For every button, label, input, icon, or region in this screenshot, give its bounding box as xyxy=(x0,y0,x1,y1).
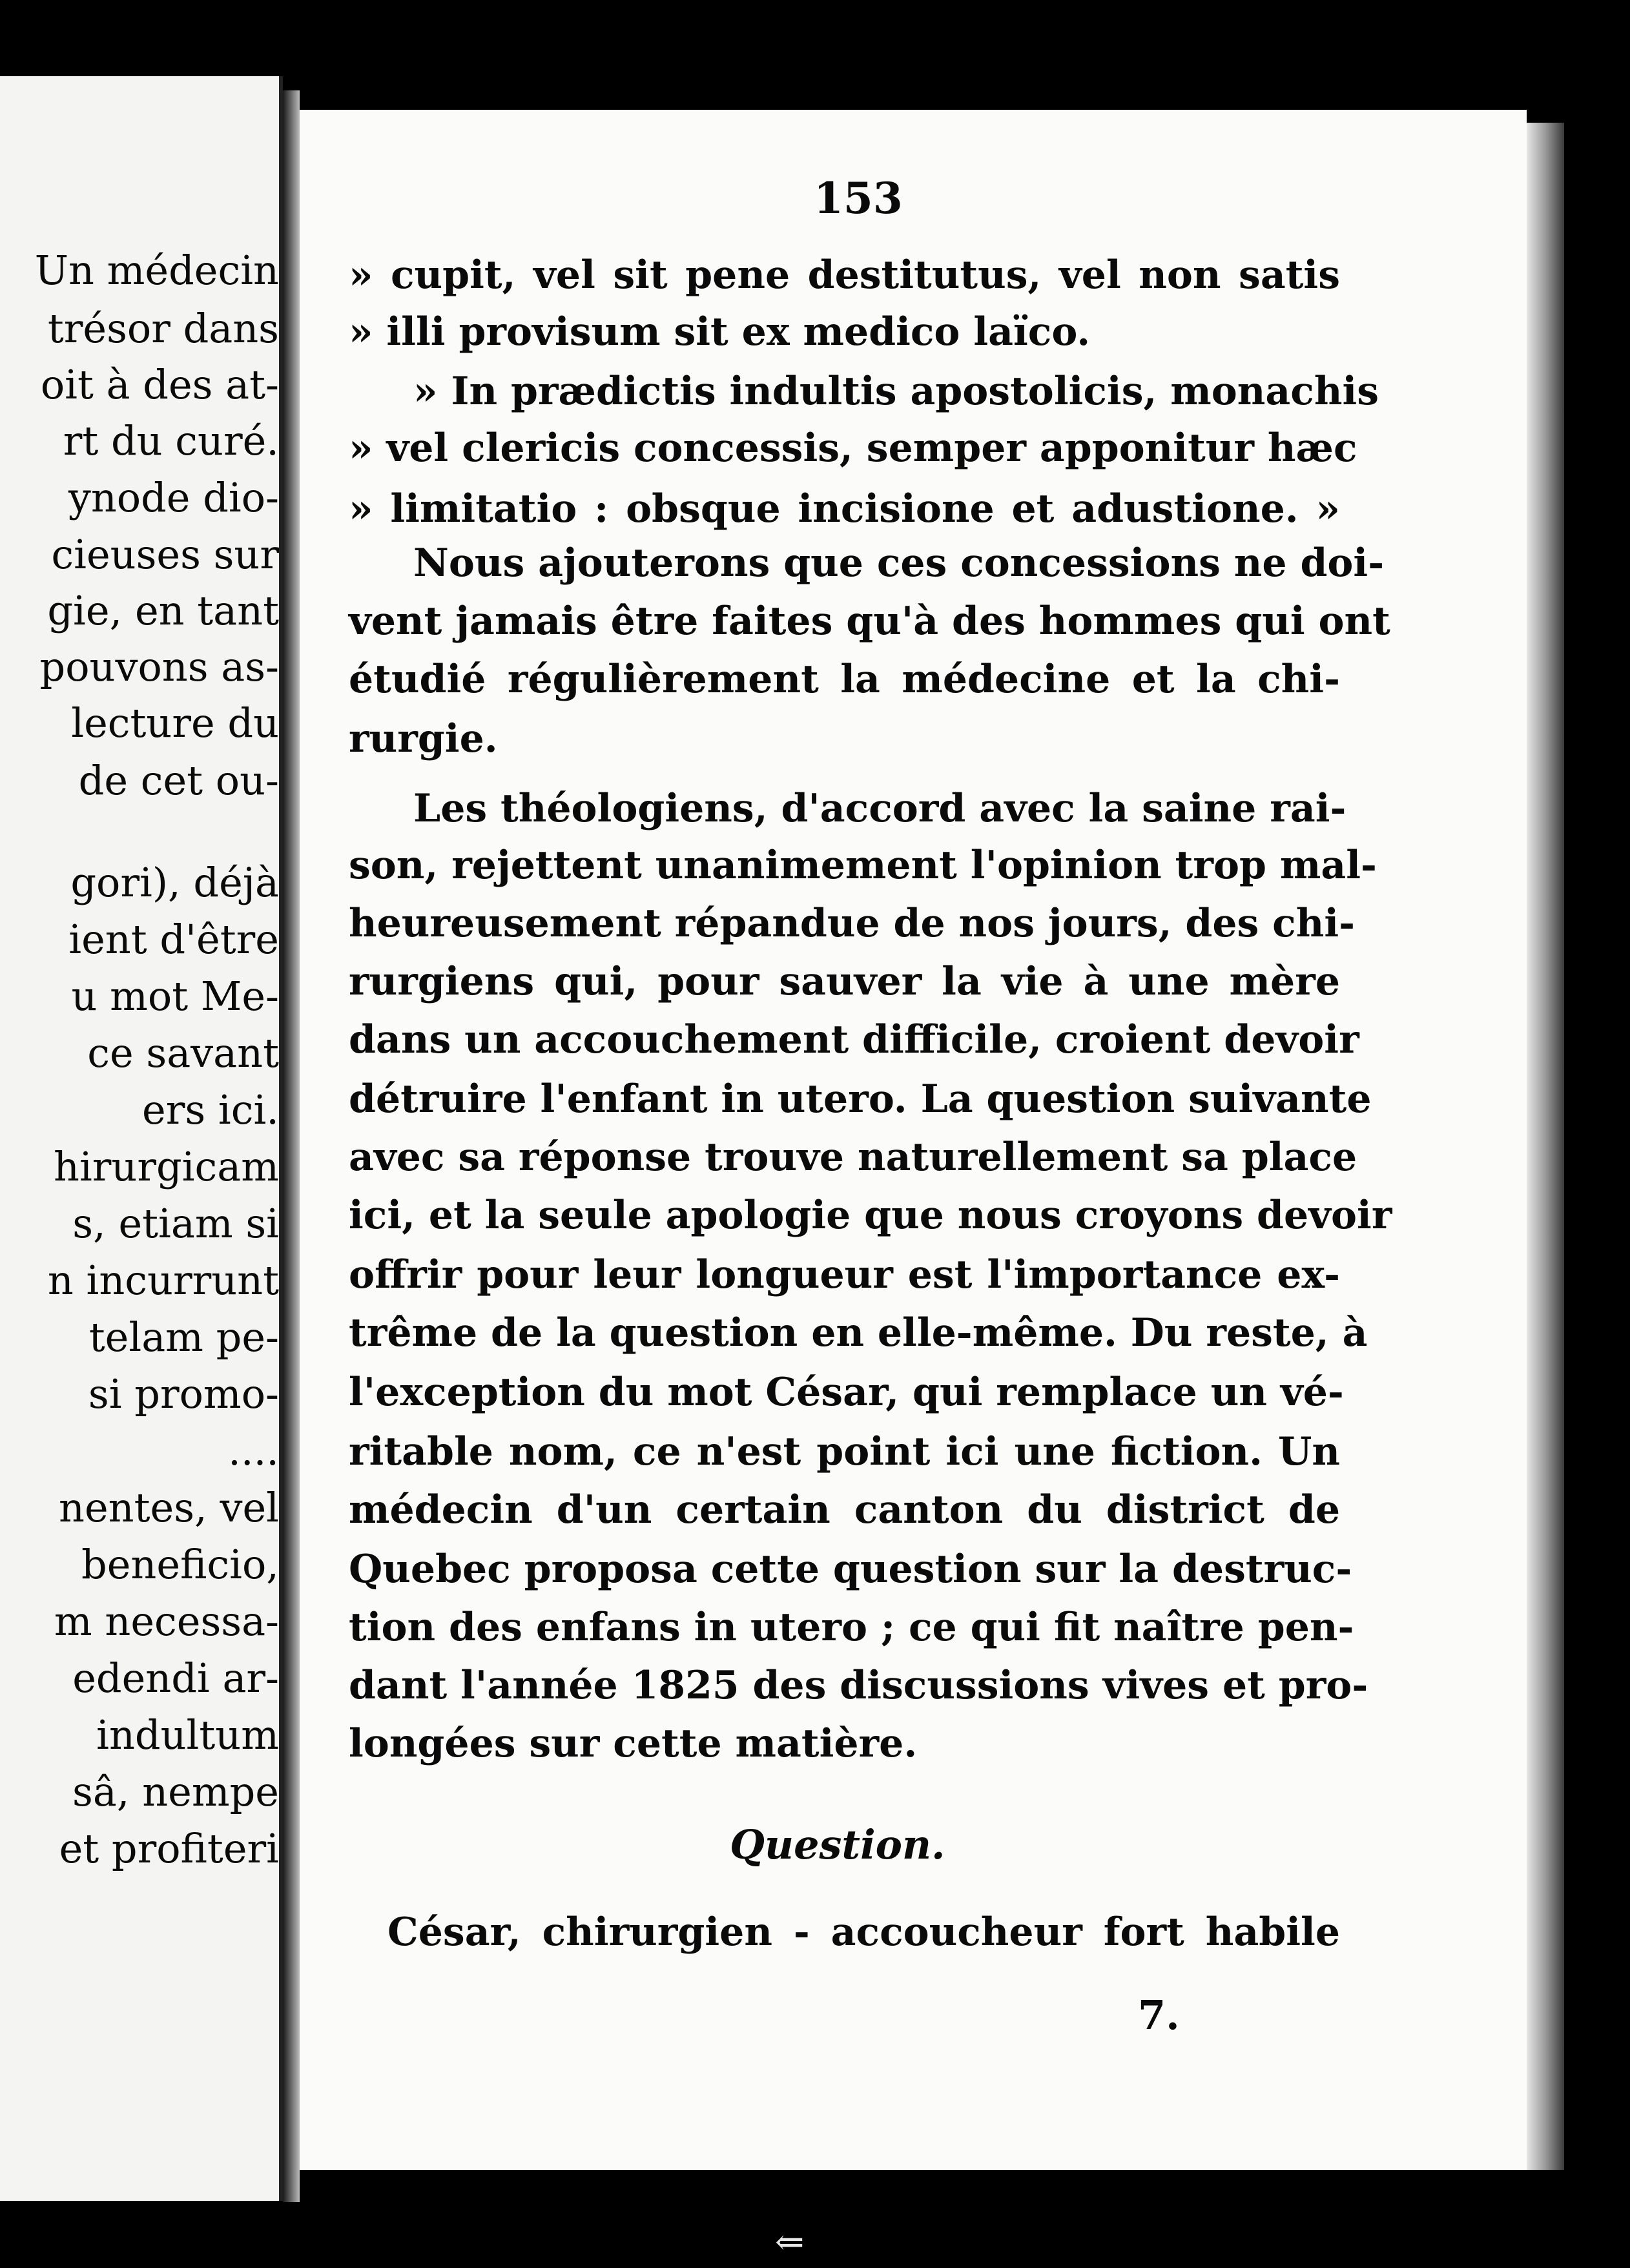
left-line: gie, en tant xyxy=(47,587,279,634)
signature-mark: 7. xyxy=(1138,1992,1180,2039)
left-line: cieuses sur xyxy=(51,531,279,578)
left-line: s, etiam si xyxy=(72,1200,279,1247)
text-line: longées sur cette matière. xyxy=(349,1721,918,1766)
text-line: heureusement répandue de nos jours, des chi- xyxy=(349,901,1356,946)
left-line: telam pe- xyxy=(88,1314,279,1361)
left-line: ers ici. xyxy=(142,1086,279,1133)
left-line: n incurrunt xyxy=(47,1257,279,1304)
section-heading: Question. xyxy=(730,1821,945,1868)
text-line: avec sa réponse trouve naturellement sa place xyxy=(349,1135,1357,1180)
text-line: » cupit, vel sit pene destitutus, vel non satis xyxy=(349,253,1340,298)
text-line: » limitatio : obsque incisione et adustione. » xyxy=(349,486,1340,531)
left-line: ient d'être xyxy=(68,916,279,963)
text-line: vent jamais être faites qu'à des hommes qui ont xyxy=(349,599,1390,644)
text-line: Les théologiens, d'accord avec la saine rai- xyxy=(413,786,1346,831)
text-line: trême de la question en elle-même. Du reste, à xyxy=(349,1310,1368,1356)
left-line: gori), déjà xyxy=(70,859,279,906)
left-line: nentes, vel xyxy=(59,1484,279,1531)
left-line: indultum xyxy=(96,1711,279,1758)
text-line: son, rejettent unanimement l'opinion trop mal- xyxy=(349,843,1377,888)
left-line: Un médecin xyxy=(34,247,279,294)
text-line: rurgie. xyxy=(349,716,498,761)
left-line: pouvons as- xyxy=(39,643,279,690)
scan-arrow-icon: ⇐ xyxy=(775,2222,805,2262)
left-line: edendi ar- xyxy=(72,1655,279,1702)
text-line: » In prædictis indultis apostolicis, monachis xyxy=(413,369,1379,414)
left-line: de cet ou- xyxy=(78,757,279,804)
text-line: détruire l'enfant in utero. La question suivante xyxy=(349,1077,1372,1122)
text-line: Nous ajouterons que ces concessions ne doi- xyxy=(413,541,1385,586)
text-line: tion des enfans in utero ; ce qui fit naître pen- xyxy=(349,1605,1354,1650)
text-line: dans un accouchement difficile, croient devoir xyxy=(349,1017,1359,1062)
left-line: ce savant xyxy=(87,1029,279,1077)
left-line: ynode dio- xyxy=(68,474,279,521)
left-line: beneficio, xyxy=(81,1541,279,1588)
left-line: si promo- xyxy=(88,1370,279,1418)
left-line: sâ, nempe xyxy=(72,1768,279,1815)
text-line: offrir pour leur longueur est l'importance ex- xyxy=(349,1252,1340,1297)
text-line: étudié régulièrement la médecine et la chi- xyxy=(349,657,1340,702)
left-line: oit à des at- xyxy=(40,361,279,408)
left-page-fragment xyxy=(0,76,283,2201)
left-line: et profiteri xyxy=(59,1825,279,1872)
book-gutter xyxy=(283,90,300,2202)
text-line: dant l'année 1825 des discussions vives et pro- xyxy=(349,1663,1368,1708)
text-line: » vel clericis concessis, semper apponitur hæc xyxy=(349,426,1357,471)
text-line: rurgiens qui, pour sauver la vie à une mère xyxy=(349,959,1340,1004)
text-line: » illi provisum sit ex medico laïco. xyxy=(349,309,1091,355)
left-line: hirurgicam xyxy=(54,1143,279,1190)
left-line: .... xyxy=(228,1427,279,1474)
left-line: m necessa- xyxy=(54,1598,279,1645)
text-line: Quebec proposa cette question sur la destruc- xyxy=(349,1547,1352,1592)
text-line: l'exception du mot César, qui remplace un vé- xyxy=(349,1370,1344,1415)
left-line: lecture du xyxy=(71,699,279,747)
text-line: ici, et la seule apologie que nous croyons devoir xyxy=(349,1193,1392,1238)
text-line: médecin d'un certain canton du district de xyxy=(349,1487,1340,1532)
text-line: ritable nom, ce n'est point ici une fiction. Un xyxy=(349,1429,1340,1474)
left-line: trésor dans xyxy=(47,305,279,352)
left-line: rt du curé. xyxy=(63,417,279,464)
page-edge-shadow xyxy=(1527,123,1564,2170)
text-line: César, chirurgien - accoucheur fort habile xyxy=(387,1910,1340,1955)
left-line: u mot Me- xyxy=(71,973,279,1020)
page-number: 153 xyxy=(814,173,903,223)
